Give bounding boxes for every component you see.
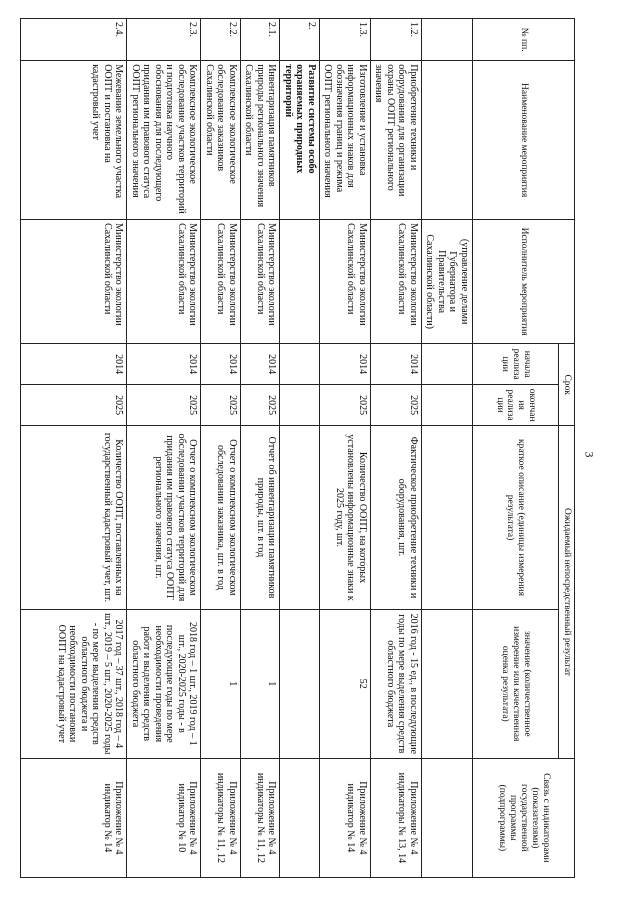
table-row xyxy=(320,19,371,878)
row-num: 2.2. xyxy=(201,19,241,61)
header-term: Срок xyxy=(559,344,575,426)
row-desc: Количество ООПТ, на которых установлены информационные знаки к 2025 году, шт. xyxy=(320,426,371,610)
row-link: Приложение № 4 индикаторы № 13, 14 xyxy=(371,758,422,877)
row-end: 2025 xyxy=(371,385,422,426)
header-term-end: окончания реализации xyxy=(473,385,559,426)
row-executor: Министерство экологии Сахалинской области xyxy=(127,220,201,344)
row-link: Приложение № 4 индикатор № 14 xyxy=(320,758,371,877)
row-name: Комплексное экологическое обследование заказников Сахалинской области xyxy=(201,61,241,220)
row-start: 2014 xyxy=(127,344,201,385)
row-desc: Отчет о комплексном экологическом обследовании заказника, шт. в год xyxy=(201,426,241,610)
header-name: Наименование мероприятия xyxy=(473,61,575,220)
header-expected-desc: краткое описание (единицы измерения результата) xyxy=(473,426,559,610)
row-executor: Министерство экологии Сахалинской области xyxy=(320,220,371,344)
section-row xyxy=(280,19,320,878)
table-body xyxy=(21,19,473,878)
row-num: 1.2. xyxy=(371,19,422,61)
row-start: 2014 xyxy=(241,344,281,385)
row-value: 1 xyxy=(201,609,241,758)
row-num: 2.1. xyxy=(241,19,281,61)
header-expected: Ожидаемый непосредственный результат xyxy=(559,426,575,759)
page-number: 3 xyxy=(582,451,597,458)
row-executor: Министерство экологии Сахалинской области xyxy=(201,220,241,344)
header-executor: Исполнитель мероприятия xyxy=(473,220,575,344)
table-header xyxy=(473,19,575,878)
row-desc: Отчет об инвентаризации памятников природы, шт. в год xyxy=(241,426,281,610)
row-name: Приобретение техники и оборудования для организации охраны ООПТ регионального значения xyxy=(371,61,422,220)
row-executor: Министерство экологии Сахалинской области xyxy=(371,220,422,344)
table-row xyxy=(127,19,201,878)
row-link: Приложение № 4 индикаторы № 11, 12 xyxy=(241,758,281,877)
row-value: 2017 год – 37 шт., 2018 год – 4 шт., 2019 – 5 шт., 2020-2025 годы - по мере выделения средств областного бюджета и необходимости постановки ООПТ на кадастровый учет xyxy=(21,609,127,758)
row-desc: Количество ООПТ, поставленных на государственный кадастровый учет, шт. xyxy=(21,426,127,610)
row-end: 2025 xyxy=(127,385,201,426)
row-value: 2018 год – 1 шт., 2019 год – 1 шт., 2020-2025 годы - в последующие годы по мере необходимости проведения работ и выделения средств областного бюджета xyxy=(127,609,201,758)
header-link: Связь с индикаторами (показателями) государственной программы (подпрограммы) xyxy=(473,758,575,877)
row-end: 2025 xyxy=(241,385,281,426)
row-value: 1 xyxy=(241,609,281,758)
row-desc: Фактическое приобретение техники и оборудования, шт. xyxy=(371,426,422,610)
row-name: Комплексное экологическое обследование участков территорий и подготовка научного обоснования для последующего придания им правового статуса ООПТ регионального значения xyxy=(127,61,201,220)
row-executor: Министерство экологии Сахалинской области xyxy=(241,220,281,344)
row-link: Приложение № 4 индикатор № 10 xyxy=(127,758,201,877)
table-row xyxy=(201,19,241,878)
row-num: 1.3. xyxy=(320,19,371,61)
row-name: Изготовление и установка информационных знаков для обозначения границ и режима ООПТ регионального значения xyxy=(320,61,371,220)
header-term-start: начала реализации xyxy=(473,344,559,385)
row-start: 2014 xyxy=(320,344,371,385)
table-row xyxy=(371,19,422,878)
row-start: 2014 xyxy=(21,344,127,385)
row-name: Инвентаризация памятников природы регионального значения Сахалинской области xyxy=(241,61,281,220)
continuation-executor: (управление делами Губернатора и Правительства Сахалинской области) xyxy=(422,220,473,344)
row-value: 2016 год - 15 ед., в последующие годы по мере выделения средств областного бюджета xyxy=(371,609,422,758)
row-executor: Министерство экологии Сахалинской области xyxy=(21,220,127,344)
continuation-row xyxy=(422,19,473,878)
row-num: 2.4. xyxy=(21,19,127,61)
table-row xyxy=(21,19,127,878)
row-end: 2025 xyxy=(320,385,371,426)
activities-table xyxy=(21,18,576,878)
row-num: 2.3. xyxy=(127,19,201,61)
row-end: 2025 xyxy=(201,385,241,426)
rotated-table-sheet xyxy=(15,18,575,878)
row-start: 2014 xyxy=(371,344,422,385)
row-start: 2014 xyxy=(201,344,241,385)
row-link: Приложение № 4 индикатор № 14 xyxy=(21,758,127,877)
row-name: Межевание земельного участка ООПТ и постановка на кадастровый учет xyxy=(21,61,127,220)
table-row xyxy=(241,19,281,878)
row-value: 52 xyxy=(320,609,371,758)
section-title: Развитие системы особо охраняемых природных территорий xyxy=(280,61,320,220)
header-num: № пп. xyxy=(473,19,575,61)
row-num: 2. xyxy=(280,19,320,61)
row-end: 2025 xyxy=(21,385,127,426)
row-desc: Отчет о комплексном экологическом обследовании участков территорий для придания им правового статуса ООПТ регионального значения, шт. xyxy=(127,426,201,610)
header-expected-value: значение (количественное измерение или качественная оценка результата) xyxy=(473,609,559,758)
row-link: Приложение № 4 индикаторы № 11, 12 xyxy=(201,758,241,877)
